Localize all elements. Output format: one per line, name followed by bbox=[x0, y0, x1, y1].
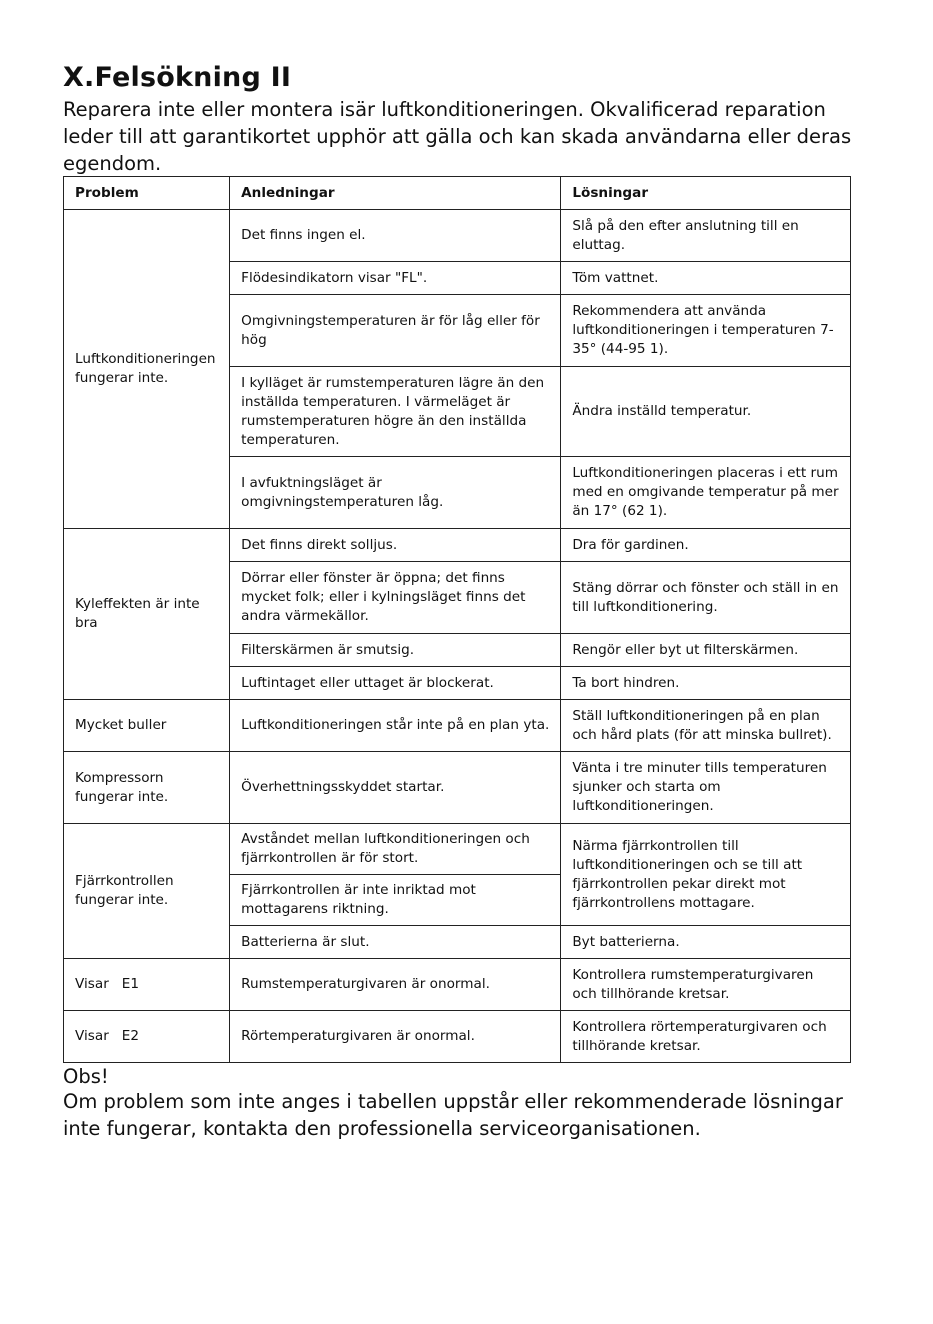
intro-paragraph: Reparera inte eller montera isär luftkonditioneringen. Okvalificerad reparation leder till att garantikortet upphör att gälla och kan skada användarna eller deras egendom. bbox=[63, 98, 852, 175]
table-row bbox=[64, 959, 851, 1011]
solution-cell: Ändra inställd temperatur. bbox=[561, 367, 851, 457]
cause-cell: Batterierna är slut. bbox=[230, 926, 561, 959]
table-row bbox=[64, 752, 851, 824]
cause-cell: Överhettningsskyddet startar. bbox=[230, 752, 561, 824]
solution-cell: Kontrollera rumstemperaturgivaren och tillhörande kretsar. bbox=[561, 959, 851, 1011]
problem-cell: Visar E2 bbox=[64, 1011, 230, 1063]
cause-cell: Fjärrkontrollen är inte inriktad mot mottagarens riktning. bbox=[230, 875, 561, 926]
solution-cell: Slå på den efter anslutning till en eluttag. bbox=[561, 210, 851, 262]
closing-paragraph: Om problem som inte anges i tabellen uppstår eller rekommenderade lösningar inte fungerar, kontakta den professionella serviceorganisationen. bbox=[63, 1090, 843, 1140]
table-row bbox=[64, 700, 851, 752]
solution-cell: Dra för gardinen. bbox=[561, 529, 851, 562]
solution-cell: Kontrollera rörtemperaturgivaren och tillhörande kretsar. bbox=[561, 1011, 851, 1063]
table-row bbox=[64, 210, 851, 262]
cause-cell: Flödesindikatorn visar "FL". bbox=[230, 262, 561, 295]
problem-cell: Kyleffekten är inte bra bbox=[64, 529, 230, 700]
cause-cell: Det finns ingen el. bbox=[230, 210, 561, 262]
solution-cell: Ta bort hindren. bbox=[561, 667, 851, 700]
problem-cell: Mycket buller bbox=[64, 700, 230, 752]
cause-cell: Rumstemperaturgivaren är onormal. bbox=[230, 959, 561, 1011]
cause-cell: Luftintaget eller uttaget är blockerat. bbox=[230, 667, 561, 700]
cause-cell: Avståndet mellan luftkonditioneringen och fjärrkontrollen är för stort. bbox=[230, 824, 561, 875]
header-causes: Anledningar bbox=[230, 177, 561, 210]
solution-cell: Vänta i tre minuter tills temperaturen sjunker och starta om luftkonditioneringen. bbox=[561, 752, 851, 824]
solution-cell: Ställ luftkonditioneringen på en plan och hård plats (för att minska bullret). bbox=[561, 700, 851, 752]
page-title: X.Felsökning II bbox=[63, 62, 292, 93]
table-row bbox=[64, 1011, 851, 1063]
solution-cell: Rengör eller byt ut filterskärmen. bbox=[561, 634, 851, 667]
problem-cell: Kompressorn fungerar inte. bbox=[64, 752, 230, 824]
note-label: Obs! bbox=[63, 1065, 109, 1088]
table-header-row bbox=[64, 177, 851, 210]
solution-cell: Stäng dörrar och fönster och ställ in en till luftkonditionering. bbox=[561, 562, 851, 634]
problem-cell: Fjärrkontrollen fungerar inte. bbox=[64, 824, 230, 959]
cause-cell: Luftkonditioneringen står inte på en plan yta. bbox=[230, 700, 561, 752]
cause-cell: I kylläget är rumstemperaturen lägre än den inställda temperaturen. I värmeläget är rumstemperaturen högre än den inställda temperaturen. bbox=[230, 367, 561, 457]
header-problem: Problem bbox=[64, 177, 230, 210]
problem-cell: Visar E1 bbox=[64, 959, 230, 1011]
solution-cell: Töm vattnet. bbox=[561, 262, 851, 295]
cause-cell: Omgivningstemperaturen är för låg eller för hög bbox=[230, 295, 561, 367]
header-solutions: Lösningar bbox=[561, 177, 851, 210]
cause-cell: Rörtemperaturgivaren är onormal. bbox=[230, 1011, 561, 1063]
troubleshooting-table bbox=[63, 176, 851, 1063]
table-row bbox=[64, 529, 851, 562]
solution-cell: Luftkonditioneringen placeras i ett rum med en omgivande temperatur på mer än 17° (62 1). bbox=[561, 457, 851, 529]
cause-cell: Det finns direkt solljus. bbox=[230, 529, 561, 562]
table-row bbox=[64, 824, 851, 875]
solution-cell: Byt batterierna. bbox=[561, 926, 851, 959]
cause-cell: Filterskärmen är smutsig. bbox=[230, 634, 561, 667]
cause-cell: Dörrar eller fönster är öppna; det finns mycket folk; eller i kylningsläget finns det andra värmekällor. bbox=[230, 562, 561, 634]
solution-cell: Rekommendera att använda luftkonditioneringen i temperaturen 7-35° (44-95 1). bbox=[561, 295, 851, 367]
cause-cell: I avfuktningsläget är omgivningstemperaturen låg. bbox=[230, 457, 561, 529]
problem-cell: Luftkonditioneringen fungerar inte. bbox=[64, 210, 230, 529]
solution-cell: Närma fjärrkontrollen till luftkonditioneringen och se till att fjärrkontrollen pekar direkt mot fjärrkontrollens mottagare. bbox=[561, 824, 851, 926]
